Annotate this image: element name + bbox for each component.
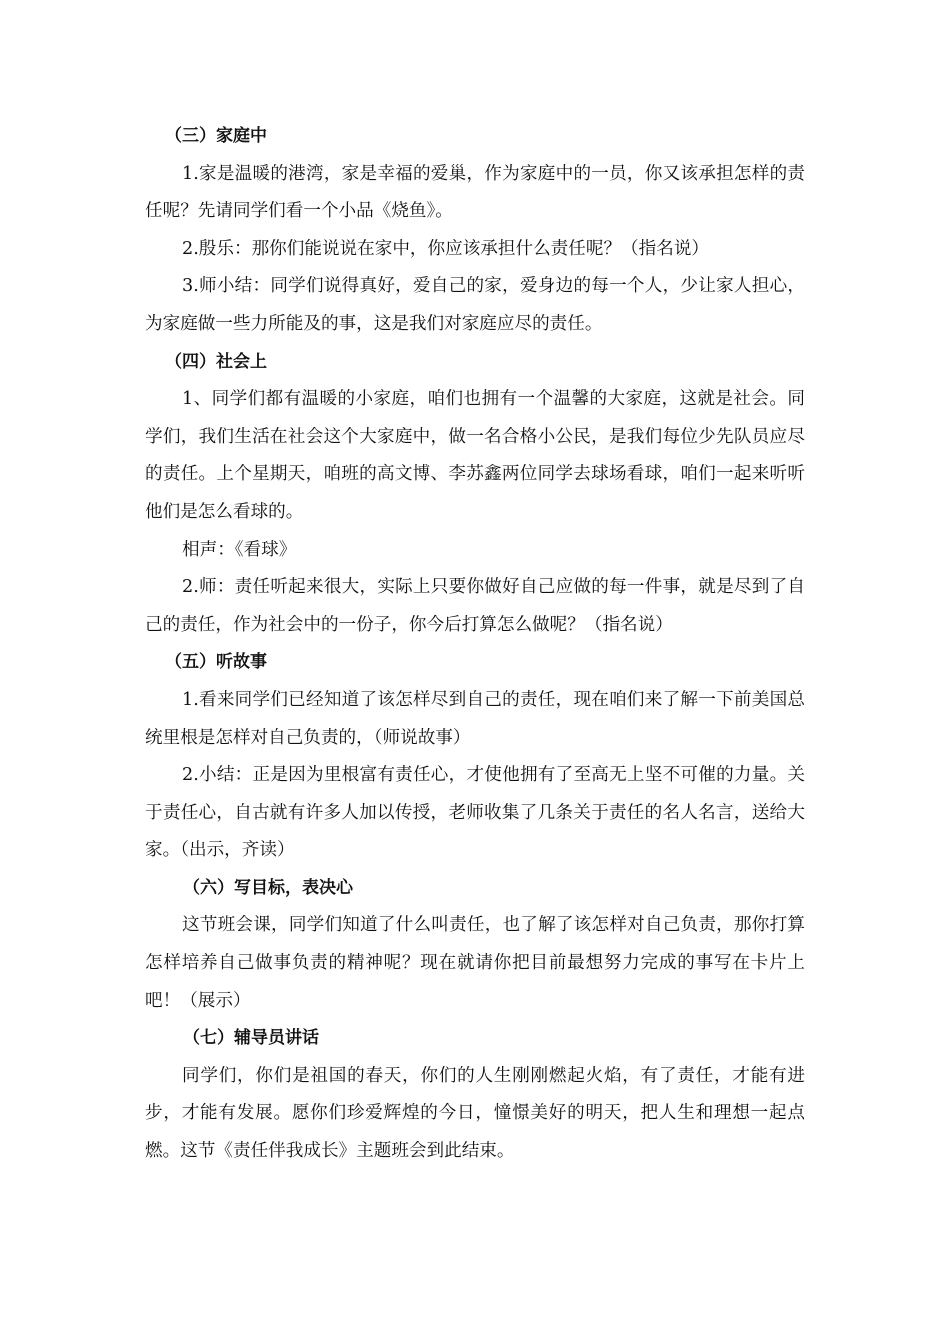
document-body [145, 118, 805, 1171]
paragraph: 2.小结：正是因为里根富有责任心，才使他拥有了至高无上坚不可催的力量。关于责任心，自古就有许多人加以传授，老师收集了几条关于责任的名人名言，送给大家。（出示，齐读） [145, 765, 805, 861]
paragraph: 2.师：责任听起来很大，实际上只要你做好自己应做的每一件事，就是尽到了自己的责任，作为社会中的一份子，你今后打算怎么做呢？（指名说） [145, 577, 805, 635]
paragraph: 1.看来同学们已经知道了该怎样尽到自己的责任，现在咱们来了解一下前美国总统里根是怎样对自己负责的，（师说故事） [145, 689, 805, 748]
paragraph: 这节班会课，同学们知道了什么叫责任，也了解了该怎样对自己负责，那你打算怎样培养自己做事负责的精神呢？现在就请你把目前最想努力完成的事写在卡片上吧！（展示） [145, 915, 805, 1011]
paragraph: 1.家是温暖的港湾，家是幸福的爱巢，作为家庭中的一员，你又该承担怎样的责任呢？先请同学们看一个小品《烧鱼》。 [145, 163, 805, 222]
section-heading-story: （五）听故事 [165, 652, 267, 673]
section-heading-counselor-speech: （七）辅导员讲话 [183, 1028, 319, 1049]
paragraph: 相声：《看球》 [182, 539, 297, 560]
section-heading-family: （三）家庭中 [165, 126, 267, 146]
paragraph: 1、同学们都有温暖的小家庭，咱们也拥有一个温馨的大家庭，这就是社会。同学们，我们生活在社会这个大家庭中，做一名合格小公民，是我们每位少先队员应尽的责任。上个星期天，咱班的高文博、李苏鑫两位同学去球场看球，咱们一起来听听他们是怎么看球的。 [145, 389, 805, 522]
paragraph: 3.师小结：同学们说得真好，爱自己的家，爱身边的每一个人，少让家人担心，为家庭做一些力所能及的事，这是我们对家庭应尽的责任。 [145, 276, 805, 334]
paragraph: 同学们，你们是祖国的春天，你们的人生刚刚燃起火焰，有了责任，才能有进步，才能有发展。愿你们珍爱辉煌的今日，憧憬美好的明天，把人生和理想一起点燃。这节《责任伴我成长》主题班会到此结束。 [145, 1065, 805, 1162]
section-heading-goals: （六）写目标，表决心 [183, 877, 353, 898]
section-heading-society: （四）社会上 [165, 351, 267, 372]
paragraph: 2.殷乐：那你们能说说在家中，你应该承担什么责任呢？（指名说） [182, 238, 710, 259]
